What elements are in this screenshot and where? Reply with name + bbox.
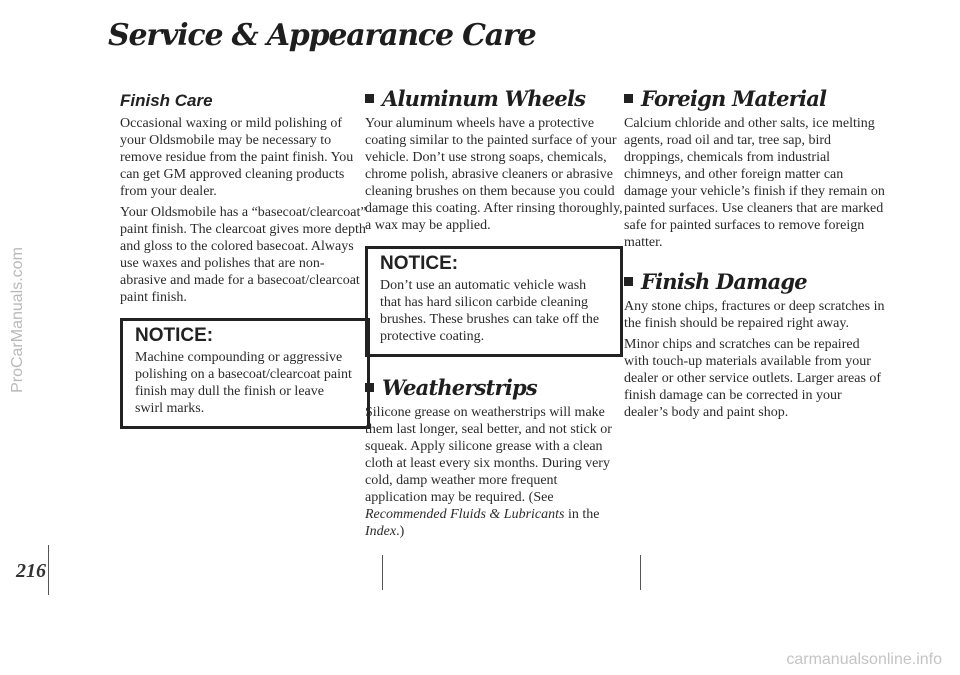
weatherstrips-text: Silicone grease on weatherstrips will make them last longer, seal better, and not stick or squeak. Apply silicone grease with a clean cloth at least every six months. During very cold, damp weather more frequent application may be required. (See [365,405,612,505]
aluminum-wheels-notice-title: NOTICE: [380,253,459,274]
column-divider-2 [640,555,641,590]
page-number: 216 [16,560,46,582]
aluminum-wheels-notice-box [365,246,623,357]
finish-damage-paragraph-2: Minor chips and scratches can be repaired with touch-up materials available from your dealer or other service outlets. Larger areas of finish damage can be corrected in your dealer’s body and paint shop. [624,337,882,420]
finish-damage-heading-text: Finish Damage [641,269,807,294]
aluminum-wheels-heading [365,86,623,111]
weatherstrips-ref-index: Index [365,524,397,539]
page-title: Service & Appearance Care [108,18,536,53]
column-divider-1 [382,555,383,590]
finish-care-paragraph-1: Occasional waxing or mild polishing of your Oldsmobile may be necessary to remove residue from the paint finish. You can get GM approved cleaning products from your dealer. [120,116,354,199]
weatherstrips-ref-end: .) [396,524,405,539]
side-watermark-text: ProCarManuals.com [9,247,26,393]
weatherstrips-ref-mid: in the [564,507,600,522]
finish-damage-paragraph-1: Any stone chips, fractures or deep scratches in the finish should be repaired right away. [624,299,885,331]
column-finish-care [120,92,370,443]
square-bullet-icon [624,94,633,103]
weatherstrips-heading-text: Weatherstrips [382,375,537,400]
finish-care-notice-text: Machine compounding or aggressive polishing on a basecoat/clearcoat paint finish may dull the finish or leave swirl marks. [135,350,352,416]
weatherstrips-heading [365,375,623,400]
side-watermark [6,40,30,600]
finish-care-heading: Finish Care [120,91,213,110]
weatherstrips-paragraph [365,404,623,540]
finish-care-notice-box [120,318,370,429]
aluminum-wheels-paragraph: Your aluminum wheels have a protective coating similar to the painted surface of your vehicle. Don’t use strong soaps, chemicals, chrome polish, abrasive cleaners or abrasive cleaning brushes on them because you could damage this coating. After rinsing thoroughly, a wax may be applied. [365,116,623,233]
foreign-material-heading-text: Foreign Material [641,86,827,111]
weatherstrips-ref-title: Recommended Fluids & Lubricants [365,507,565,522]
finish-damage-heading [624,269,886,294]
foreign-material-paragraph: Calcium chloride and other salts, ice melting agents, road oil and tar, tree sap, bird droppings, chemicals from industrial chimneys, and other foreign matter can damage your vehicle’s finish if they remain on painted surfaces. Use cleaners that are marked safe for painted surfaces to remove foreign matter. [624,116,885,250]
aluminum-wheels-heading-text: Aluminum Wheels [382,86,586,111]
square-bullet-icon [365,383,374,392]
foreign-material-heading [624,86,886,111]
left-margin-rule [48,545,49,595]
column-wheels-weatherstrips [365,86,623,544]
column-foreign-material-finish-damage [624,86,886,425]
square-bullet-icon [624,277,633,286]
footer-watermark: carmanualsonline.info [786,651,942,668]
finish-care-paragraph-2: Your Oldsmobile has a “basecoat/clearcoat” paint finish. The clearcoat gives more depth and gloss to the colored basecoat. Always use waxes and polishes that are non-abrasive and made for a basecoat/clearcoat paint finish. [120,205,367,305]
finish-care-notice-title: NOTICE: [135,325,214,346]
square-bullet-icon [365,94,374,103]
aluminum-wheels-notice-text: Don’t use an automatic vehicle wash that has hard silicon carbide cleaning brushes. These brushes can take off the protective coating. [380,278,600,344]
